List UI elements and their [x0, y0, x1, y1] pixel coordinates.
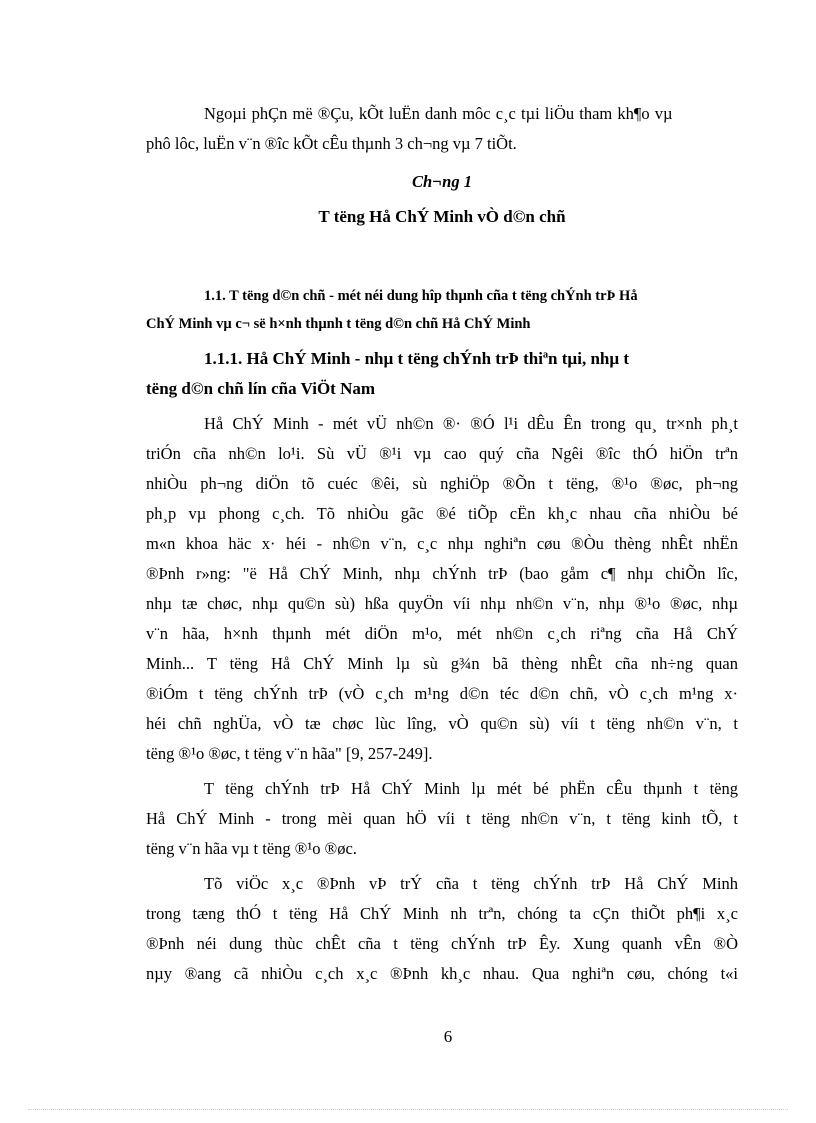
paragraph-1-line: héi chñ nghÜa, vÒ tæ chøc lùc lîng, vÒ qu©n sù) víi t tëng nh©n v¨n, t	[146, 714, 738, 733]
paragraph-2-line: tëng v¨n hãa vµ t tëng ®¹o ®øc.	[146, 839, 357, 858]
intro-line-2: phô lôc, luËn v¨n ®îc kÕt cÊu thµnh 3 ch¬ng vµ 7 tiÕt.	[146, 134, 517, 153]
page-bottom-divider	[28, 1109, 788, 1110]
paragraph-1-line: triÓn cña nh©n lo¹i. Sù vÜ ®¹i vµ cao quý cña Ngêi ®îc thÓ hiÖn trªn	[146, 444, 738, 463]
paragraph-1-line: m«n khoa häc x· héi - nh©n v¨n, c¸c nhµ nghiªn cøu ®Òu thèng nhÊt nhËn	[146, 534, 738, 553]
paragraph-1-line: Minh... T tëng Hå ChÝ Minh lµ sù g¾n bã thèng nhÊt cña nh÷ng quan	[146, 654, 738, 673]
section-1-1-1-line-1: 1.1.1. Hå ChÝ Minh - nhµ t tëng chÝnh trÞ thiªn tµi, nhµ t	[204, 349, 630, 368]
paragraph-1-line: ph¸p vµ phong c¸ch. Tõ nhiÒu gãc ®é tiÕp cËn kh¸c nhau cña nhiÒu bé	[146, 504, 738, 523]
paragraph-1-line: Hå ChÝ Minh - mét vÜ nh©n ®· ®Ó l¹i dÊu Ên trong qu¸ tr×nh ph¸t	[204, 414, 738, 433]
paragraph-1-line: ®iÓm t tëng chÝnh trÞ (vÒ c¸ch m¹ng d©n téc d©n chñ, vÒ c¸ch m¹ng x·	[146, 684, 738, 703]
paragraph-3-line: ®Þnh néi dung thùc chÊt cña t tëng chÝnh trÞ Êy. Xung quanh vÊn ®Ò	[146, 934, 738, 953]
paragraph-3-line: nµy ®ang cã nhiÒu c¸ch x¸c ®Þnh kh¸c nhau. Qua nghiªn cøu, chóng t«i	[146, 964, 738, 983]
section-1-1-line-1: 1.1. T tëng d©n chñ - mét néi dung hîp thµnh cña t tëng chÝnh trÞ Hå	[204, 288, 638, 304]
paragraph-1-line: v¨n hãa, h×nh thµnh mét diÖn m¹o, mét nh©n c¸ch riªng cña Hå ChÝ	[146, 624, 738, 643]
paragraph-1-line: tëng ®¹o ®øc, t tëng v¨n hãa" [9, 257-249].	[146, 744, 433, 763]
paragraph-2-line: T tëng chÝnh trÞ Hå ChÝ Minh lµ mét bé phËn cÊu thµnh t tëng	[204, 779, 738, 798]
paragraph-3-line: trong tæng thÓ t tëng Hå ChÝ Minh nh trªn, chóng ta cÇn thiÕt ph¶i x¸c	[146, 904, 738, 923]
paragraph-3-line: Tõ viÖc x¸c ®Þnh vÞ trÝ cña t tëng chÝnh trÞ Hå ChÝ Minh	[204, 874, 738, 893]
chapter-title: T tëng Hå ChÝ Minh vÒ d©n chñ	[318, 207, 566, 226]
page-number: 6	[443, 1027, 453, 1046]
paragraph-1-line: ®Þnh r»ng: "ë Hå ChÝ Minh, nhµ chÝnh trÞ (bao gåm c¶ nhµ chiÕn lîc,	[146, 564, 738, 583]
paragraph-2-line: Hå ChÝ Minh - trong mèi quan hÖ víi t tëng nh©n v¨n, t tëng kinh tÕ, t	[146, 809, 738, 828]
paragraph-1-line: nhiÒu ph¬ng diÖn tõ cuéc ®êi, sù nghiÖp ®Õn t tëng, ®¹o ®øc, ph¬ng	[146, 474, 738, 493]
intro-line-1: Ngoµi phÇn më ®Çu, kÕt luËn danh môc c¸c tµi liÖu tham kh¶o vµ	[204, 104, 673, 123]
section-1-1-1-line-2: tëng d©n chñ lín cña ViÖt Nam	[146, 379, 376, 398]
chapter-label: Ch¬ng 1	[412, 172, 472, 191]
section-1-1-line-2: ChÝ Minh vµ c¬ së h×nh thµnh t tëng d©n chñ Hå ChÝ Minh	[146, 316, 531, 332]
paragraph-1-line: nhµ tæ chøc, nhµ qu©n sù) hßa quyÖn víi nhµ nh©n v¨n, nhµ ®¹o ®øc, nhµ	[146, 594, 738, 613]
